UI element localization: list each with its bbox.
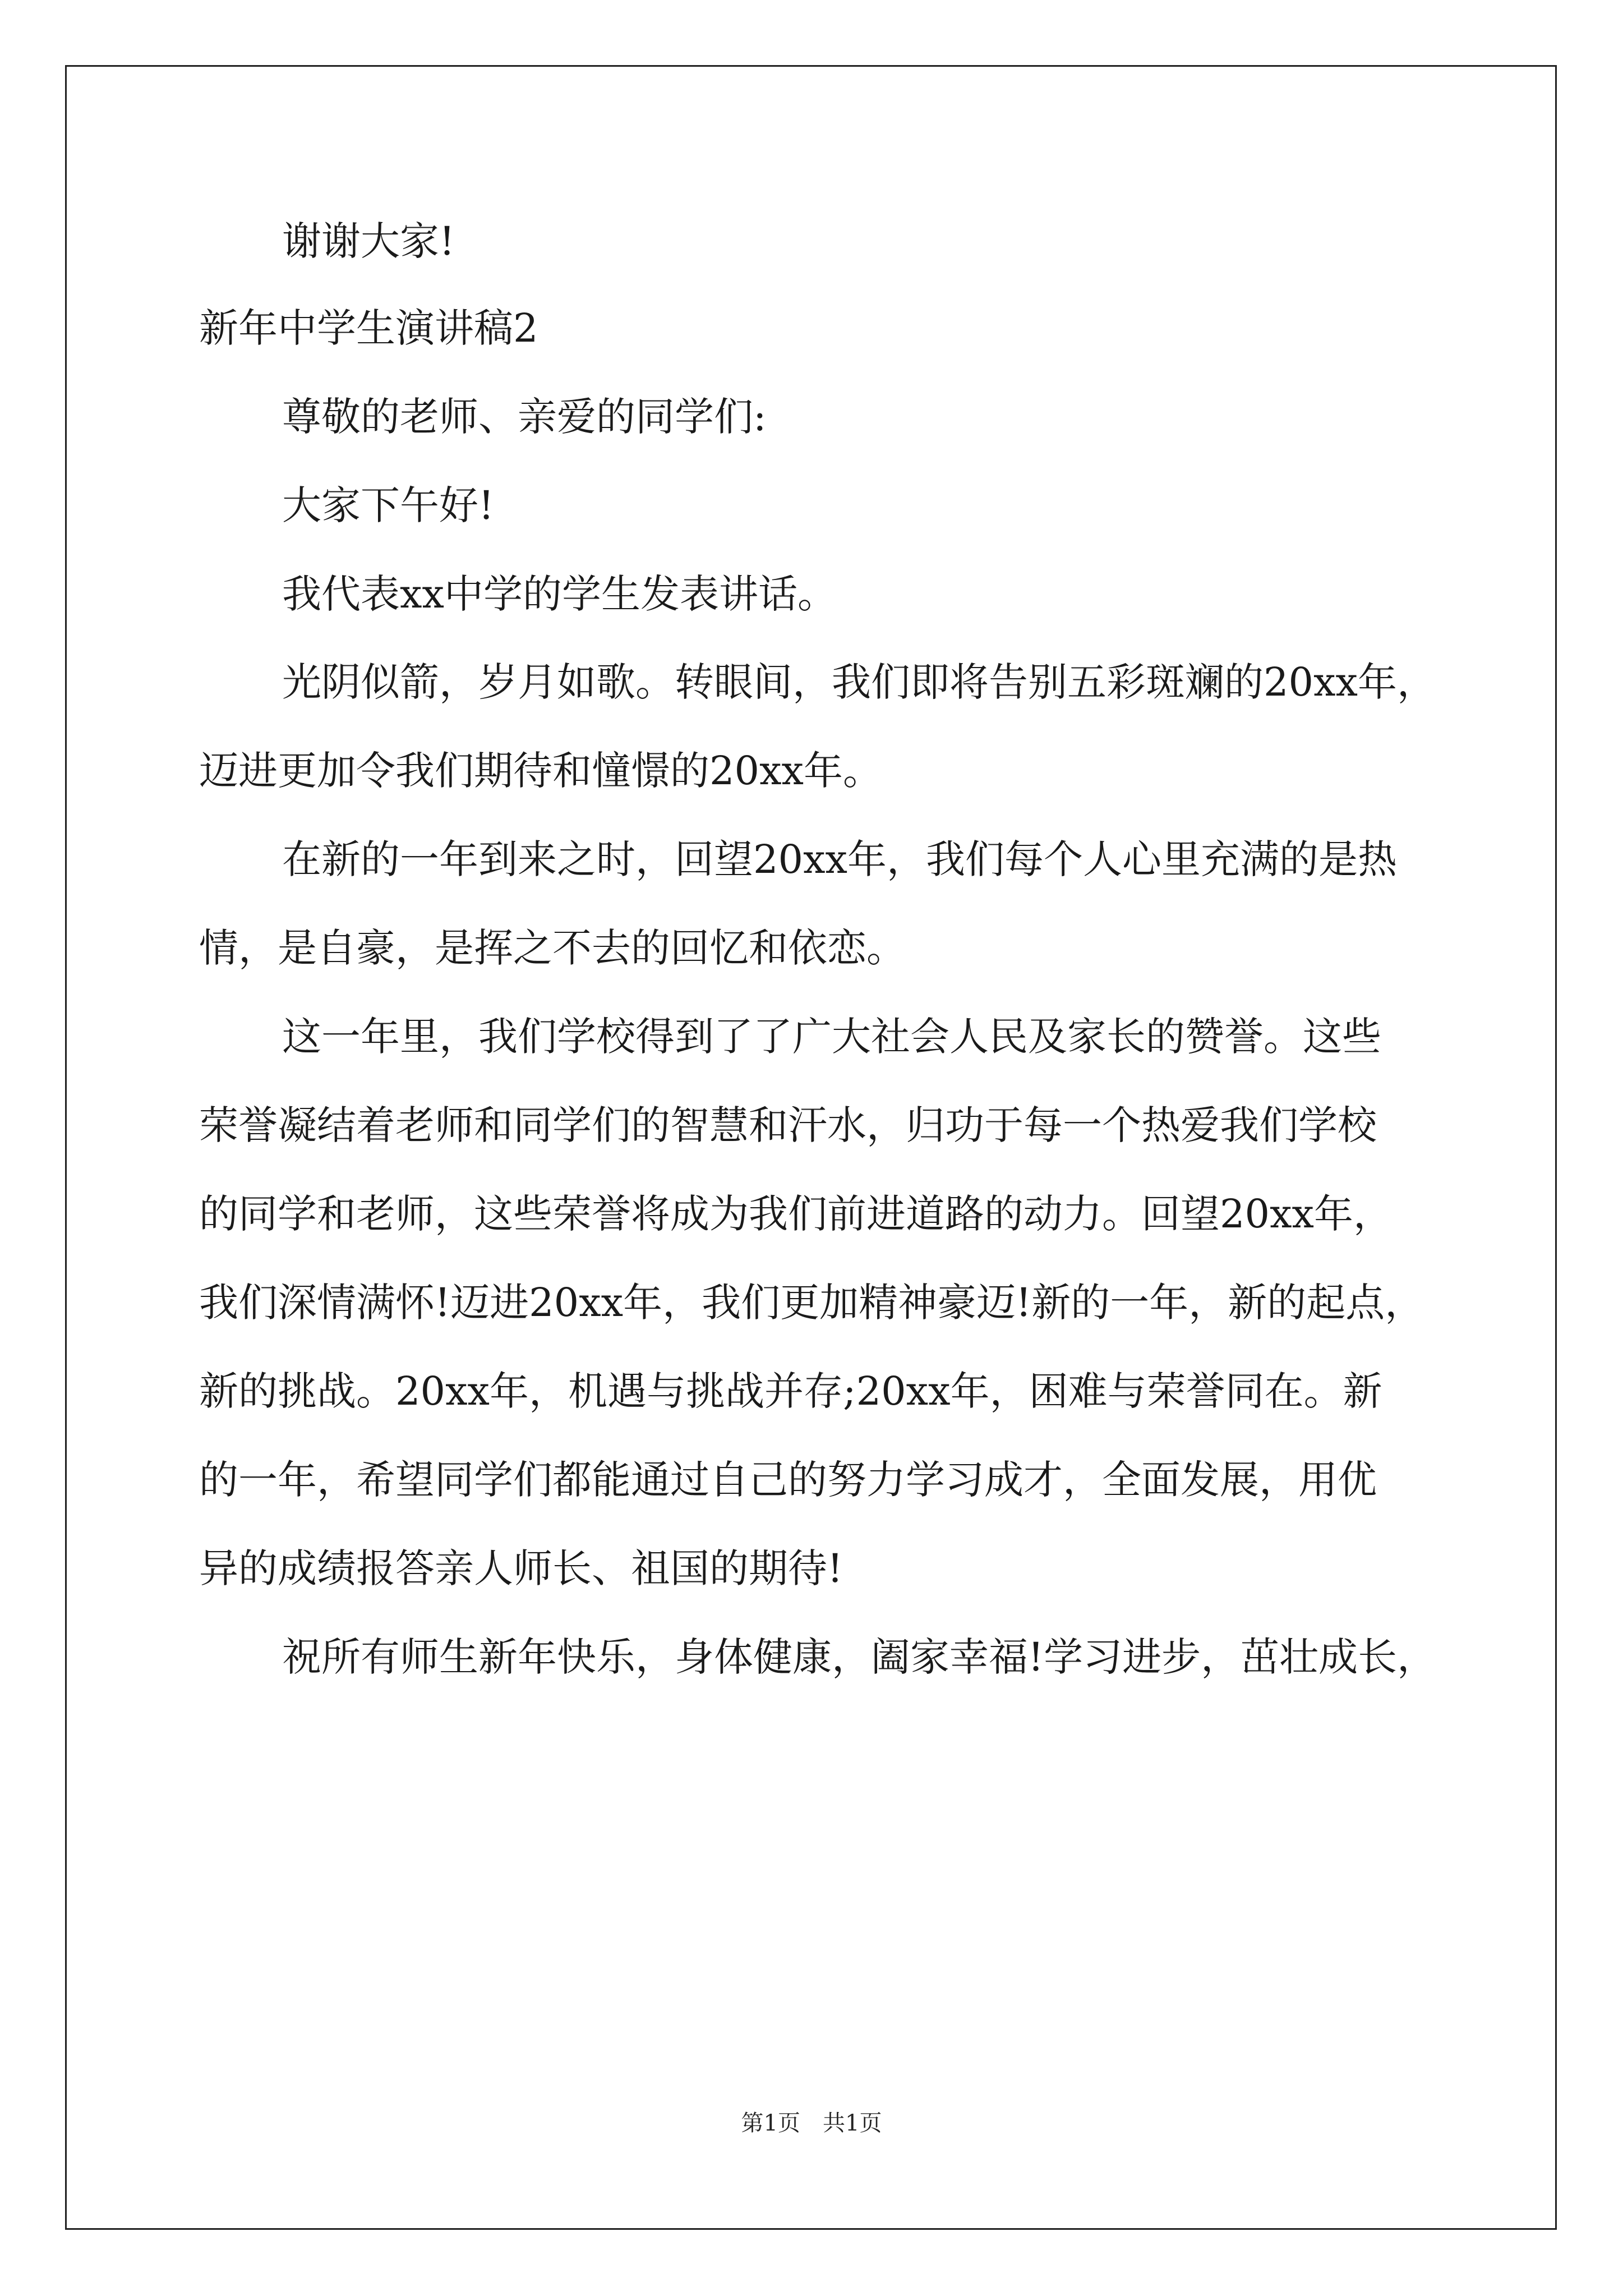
paragraph-line: 这一年里，我们学校得到了了广大社会人民及家长的赞誉。这些 bbox=[282, 1014, 1381, 1060]
paragraph-salutation: 尊敬的老师、亲爱的同学们: bbox=[282, 394, 767, 440]
paragraph-line: 在新的一年到来之时，回望20xx年，我们每个人心里充满的是热 bbox=[282, 836, 1398, 882]
paragraph-intro: 我代表xx中学的学生发表讲话。 bbox=[282, 571, 837, 617]
paragraph-line: 异的成绩报答亲人师长、祖国的期待! bbox=[199, 1545, 843, 1591]
page-number-footer: 第1页 共1页 bbox=[741, 2110, 882, 2136]
paragraph-line: 荣誉凝结着老师和同学们的智慧和汗水，归功于每一个热爱我们学校 bbox=[199, 1102, 1377, 1148]
paragraph-line: 祝所有师生新年快乐，身体健康，阖家幸福!学习进步，茁壮成长， bbox=[282, 1634, 1437, 1680]
paragraph-line: 的一年，希望同学们都能通过自己的努力学习成才，全面发展，用优 bbox=[199, 1457, 1377, 1503]
paragraph-closing-thanks: 谢谢大家! bbox=[282, 218, 455, 264]
paragraph-greeting: 大家下午好! bbox=[282, 482, 495, 528]
paragraph-line: 光阴似箭，岁月如歌。转眼间，我们即将告别五彩斑斓的20xx年， bbox=[282, 659, 1437, 705]
paragraph-line: 情，是自豪，是挥之不去的回忆和依恋。 bbox=[199, 925, 906, 971]
paragraph-line: 我们深情满怀!迈进20xx年，我们更加精神豪迈!新的一年，新的起点， bbox=[199, 1280, 1424, 1326]
paragraph-line: 的同学和老师，这些荣誉将成为我们前进道路的动力。回望20xx年， bbox=[199, 1191, 1393, 1237]
paragraph-line: 迈进更加令我们期待和憧憬的20xx年。 bbox=[199, 748, 883, 794]
paragraph-line: 新的挑战。20xx年，机遇与挑战并存;20xx年，困难与荣誉同在。新 bbox=[199, 1368, 1382, 1414]
section-heading: 新年中学生演讲稿2 bbox=[199, 305, 538, 351]
